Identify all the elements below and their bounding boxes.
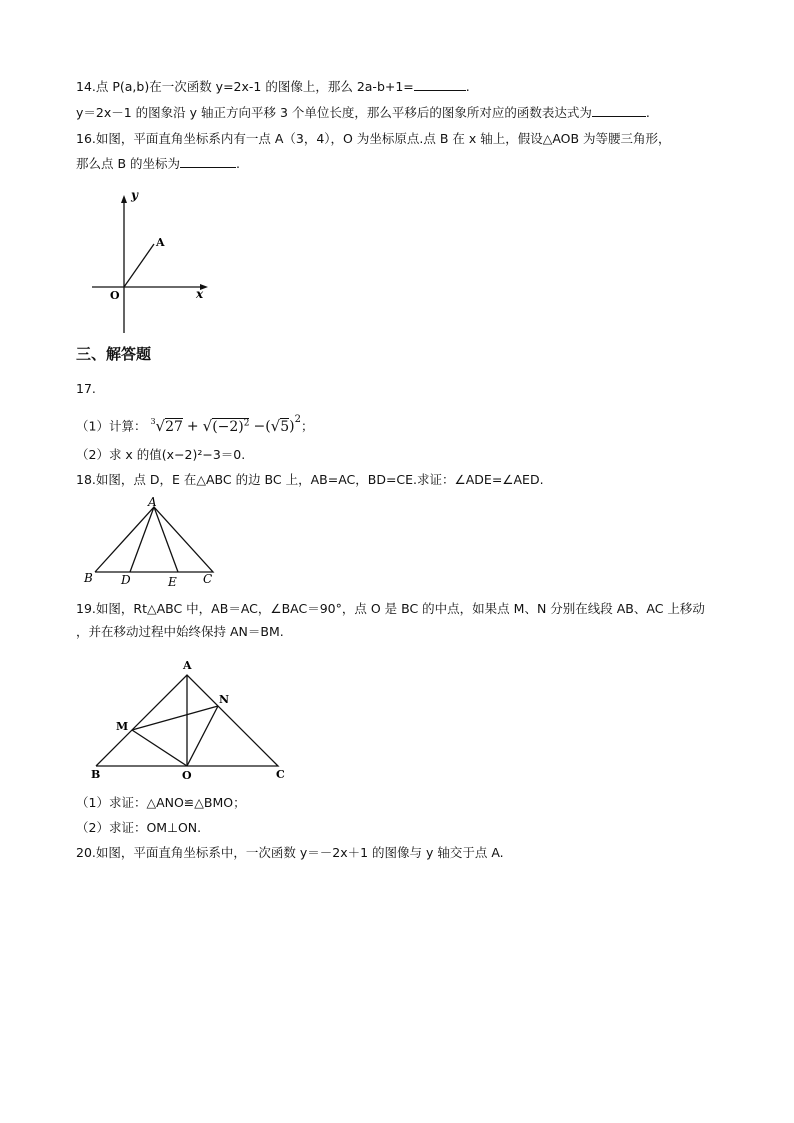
question-19-line-1: 19.如图，Rt△ABC 中，AB＝AC，∠BAC＝90°，点 O 是 BC 的中点，如果点 M、N 分别在线段 AB、AC 上移动 (76, 601, 705, 616)
point-n-label: N (219, 693, 230, 706)
question-15-text: y＝2x－1 的图象沿 y 轴正方向平移 3 个单位长度，那么平移后的图象所对应的函数表达式为 (76, 105, 592, 120)
point-a-label: A (148, 495, 157, 509)
y-axis-arrow-icon (121, 195, 127, 203)
question-15: y＝2x－1 的图象沿 y 轴正方向平移 3 个单位长度，那么平移后的图象所对应的函数表达式为 . (76, 105, 650, 120)
origin-label: O (110, 289, 120, 302)
triangle-abc (95, 507, 213, 572)
answer-blank (592, 105, 646, 117)
point-a-label: A (183, 659, 192, 672)
question-14: 14.点 P(a,b)在一次函数 y=2x-1 的图像上，那么 2a-b+1= . (76, 79, 470, 94)
question-19-part-1: （1）求证：△ANO≌△BMO； (76, 795, 246, 810)
point-b-label: B (84, 571, 93, 585)
question-17-part-2: （2）求 x 的值(x−2)²−3＝0. (76, 447, 246, 462)
segment-no (187, 706, 218, 766)
question-17-number: 17. (76, 381, 96, 396)
point-b-label: B (91, 768, 101, 781)
point-d-label: D (121, 573, 131, 587)
x-axis-label: x (196, 287, 204, 301)
answer-blank (414, 79, 466, 91)
point-e-label: E (168, 575, 177, 589)
segment-mo (132, 730, 187, 766)
question-20-text: 20.如图，平面直角坐标系中，一次函数 y＝－2x＋1 的图像与 y 轴交于点 A. (76, 845, 504, 860)
question-17-part-1: （1）计算： $^3√27 + √(-2)^2 -(√5)^2$； (76, 413, 314, 435)
segment-oa (124, 244, 154, 287)
point-m-label: M (116, 720, 129, 733)
question-16-line-1: 16.如图，平面直角坐标系内有一点 A（3，4），O 为坐标原点.点 B 在 x 轴上，假设△AOB 为等腰三角形， (76, 131, 671, 146)
square-root-term: $√(-2)^2$ (202, 416, 250, 435)
point-c-label: C (203, 572, 213, 586)
q19-triangle-figure (86, 654, 292, 784)
question-19-line-2: ，并在移动过程中始终保持 AN＝BM. (76, 624, 284, 639)
question-19-part-2: （2）求证：OM⊥ON. (76, 820, 202, 835)
question-14-text: 14.点 P(a,b)在一次函数 y=2x-1 的图像上，那么 2a-b+1= (76, 79, 414, 94)
q16-coordinate-figure (86, 186, 216, 336)
point-a-label: A (156, 236, 165, 249)
q18-triangle-figure (80, 494, 222, 590)
question-18-text: 18.如图，点 D，E 在△ABC 的边 BC 上，AB=AC，BD=CE.求证：∠ADE=∠AED. (76, 472, 544, 487)
segment-ad (130, 507, 154, 572)
point-c-label: C (276, 768, 285, 781)
answer-blank (180, 156, 236, 168)
question-16-line-2: 那么点 B 的坐标为 . (76, 156, 241, 171)
point-o-label: O (182, 769, 192, 782)
root-5-term: √5 (270, 416, 290, 435)
cube-root-27: $^3$√27 (150, 416, 183, 435)
section-heading: 三、解答题 (76, 345, 152, 363)
y-axis-label: y (131, 188, 138, 202)
segment-ae (154, 507, 178, 572)
